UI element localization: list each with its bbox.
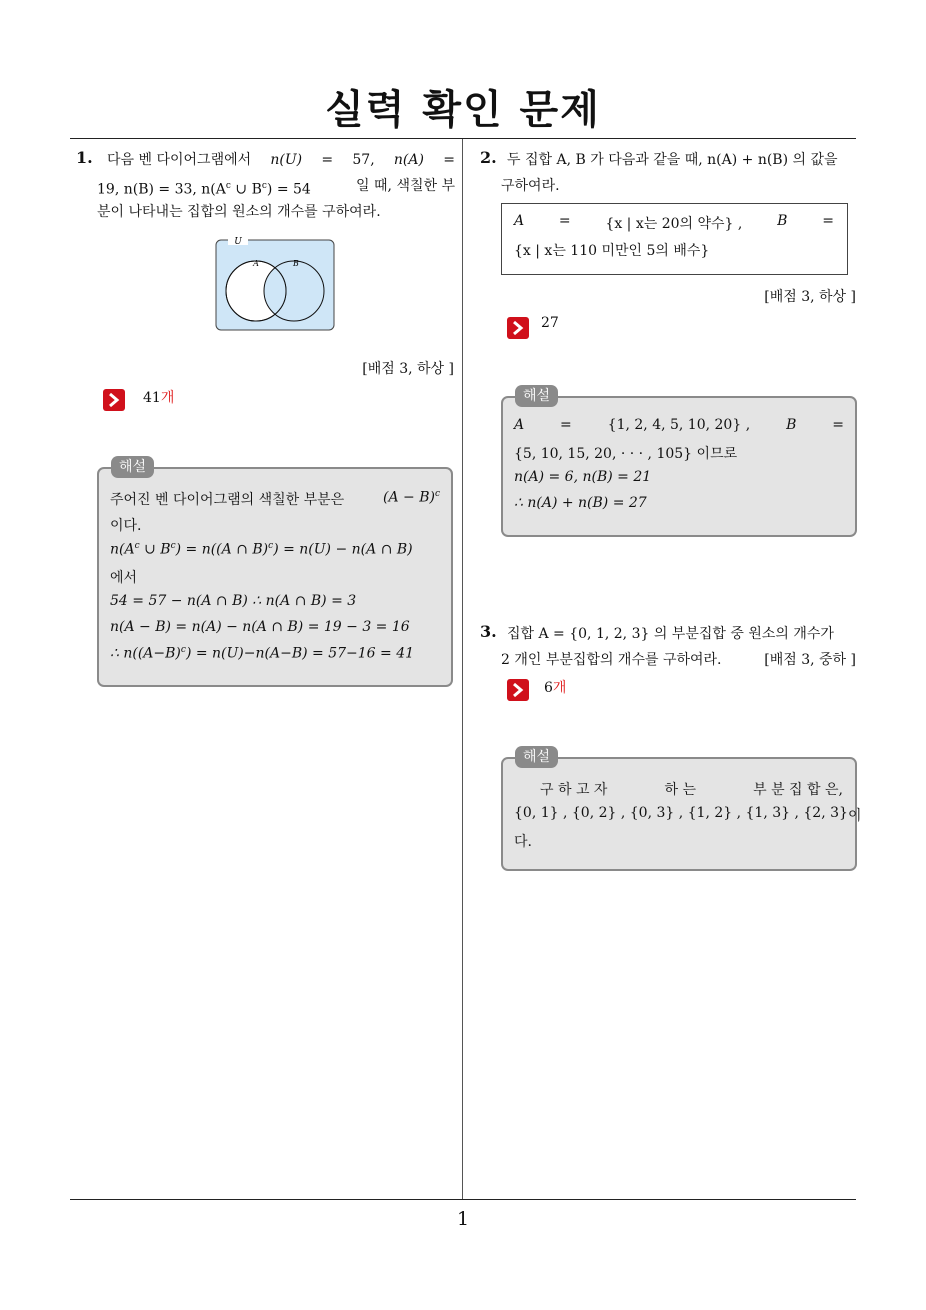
venn-label-u: U (234, 237, 242, 247)
q3-line2: 2 개인 부분집합의 개수를 구하여라. (501, 652, 722, 668)
q1-answer (143, 387, 174, 407)
q2-set-line2: {x | x는 110 미만인 5의 배수} (514, 243, 710, 259)
q2-set-line1: A = {x | x는 20의 약수} , B = (514, 213, 834, 232)
q1-line2: 19, n(B) = 33, $n(A^c$ ∪ $B^c) = 54$ 일 때, 색칠한 부 (97, 173, 455, 203)
q2-answer-value: 27 (541, 315, 559, 331)
q3-answer-value: 6 (544, 680, 553, 696)
q1-sol-line5: n(A − B) = n(A) − n(A ∩ B) = 19 − 3 = 16 (110, 619, 410, 635)
q2-solution-tag: 해설 (515, 385, 558, 407)
q1-sol-line6: ∴ $n((A-B)^c) = n(U)-n(A-B) = 57-16 = 41$ (110, 645, 415, 662)
answer-arrow-icon (103, 389, 125, 411)
column-divider (462, 139, 463, 1199)
q1-score: [배점 3, 하상 ] (362, 361, 454, 377)
q1-line3: 분이 나타내는 집합의 원소의 개수를 구하여라. (97, 204, 381, 220)
q3-line1: 집합 A = {0, 1, 2, 3} 의 부분집합 중 원소의 개수가 (507, 626, 834, 642)
q1-sol-line1b: 이다. (110, 518, 142, 534)
q1-nU: n(U) (270, 152, 303, 168)
q1-nA: n(A) (393, 152, 424, 168)
q3-score: [배점 3, 중하 ] (764, 652, 856, 668)
q1-sol-line4: 54 = 57 − n(A ∩ B) ∴ n(A ∩ B) = 3 (110, 593, 357, 609)
q1-line1-text: 다음 벤 다이어그램에서 (107, 152, 252, 168)
q1-answer-unit: 개 (160, 390, 175, 406)
q2-line1: 두 집합 A, B 가 다음과 같을 때, n(A) + n(B) 의 값을 (507, 152, 838, 168)
q1-sol-line2: $n(A^c$ ∪ $B^c) = n((A$ ∩ B)$^c$) = n(U) − n(A ∩ B) (110, 541, 413, 558)
q1-57: 57, (352, 152, 375, 168)
page-number: 1 (456, 1208, 470, 1230)
q2-sol-line2: {5, 10, 15, 20, · · · , 105} 이므로 (514, 446, 738, 462)
q3-sol-line3: 다. (514, 834, 532, 850)
q3-sol-line1: 구 하 고 자 하 는 부 분 집 합 은, (540, 782, 843, 798)
q1-eq2: = (443, 152, 455, 168)
q2-sol-line4: ∴ n(A) + n(B) = 27 (514, 495, 647, 511)
answer-arrow-icon (507, 317, 529, 339)
q1-solution-tag: 해설 (111, 456, 154, 478)
q3-answer-unit: 개 (552, 680, 567, 696)
q2-score: [배점 3, 하상 ] (764, 289, 856, 305)
q1-line2-text: 일 때, 색칠한 부 (356, 178, 455, 194)
q1-text (107, 147, 455, 173)
venn-diagram (214, 236, 338, 332)
page-title: 실력 확인 문제 (325, 87, 601, 133)
q2-sol-line1: A = {1, 2, 4, 5, 10, 20} , B = (514, 417, 844, 433)
venn-label-a: A (253, 259, 259, 268)
q2-sol-line3: n(A) = 6, n(B) = 21 (514, 469, 652, 485)
q1-number: 1. (76, 148, 93, 167)
q3-number: 3. (480, 622, 497, 641)
q1-line2-pre: 19, n(B) = 33, n(A (97, 181, 226, 198)
venn-label-b: B (293, 259, 299, 268)
q2-number: 2. (480, 148, 497, 167)
q1-sol-line1: 주어진 벤 다이어그램의 색칠한 부분은 $(A - B)^c$ (110, 489, 440, 508)
q1-sol-line3: 에서 (110, 570, 138, 586)
q2-line2: 구하여라. (501, 178, 560, 194)
q3-answer (544, 677, 566, 697)
q1-answer-value: 41 (143, 390, 161, 406)
q3-solution-tag: 해설 (515, 746, 558, 768)
top-rule (70, 138, 856, 139)
q3-sol-line2: {0, 1} , {0, 2} , {0, 3} , {1, 2} , {1, 3} , {2, 3} 이 (514, 805, 862, 824)
answer-arrow-icon (507, 679, 529, 701)
q1-eq1: = (321, 152, 334, 168)
bottom-rule (70, 1199, 856, 1200)
